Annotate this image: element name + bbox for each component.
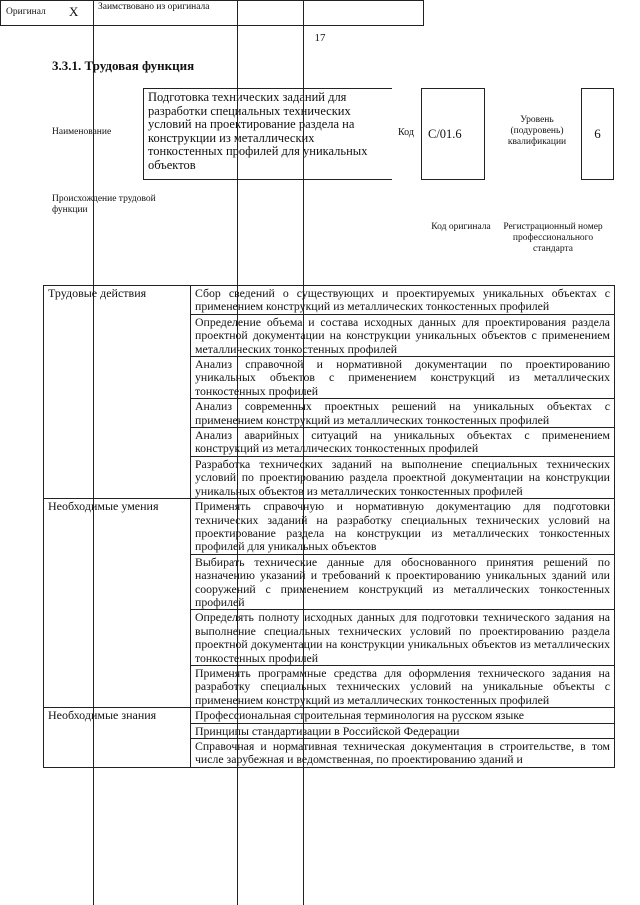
table-cell: Сбор сведений о существующих и проектируемых уникальных объектах с применением конструкций из металлических тонкостенных профилей (191, 286, 615, 315)
table-cell: Применять справочную и нормативную документацию для подготовки технических заданий на разработку специальных технических условий на проектирование раздела на конструкции из металлических тонкостенных профилей для уникальных объектов (191, 499, 615, 555)
table-cell: Выбирать технические данные для обоснованного принятия решений по назначению указаний и требований к проектированию уникальных зданий или сооружений с применением конструкций из металлических тонкостенных профилей (191, 554, 615, 610)
table-row (44, 499, 615, 555)
original-mark: X (69, 4, 79, 19)
table-cell: Анализ современных проектных решений на уникальных объектах с применением конструкций из металлических тонкостенных профилей (191, 399, 615, 428)
table-row (44, 708, 615, 723)
reg-number-label: Регистрационный номер профессионального стандарта (503, 222, 603, 254)
origin-row (0, 0, 424, 26)
origin-label: Происхождение трудовой функции (52, 194, 156, 215)
table-cell: Применять программные средства для оформления технического задания на разработку специальных технических условий на уникальные объекты с применением конструкций из металлических тонкостенных профилей (191, 665, 615, 707)
table-row (44, 286, 615, 315)
category-cell: Необходимые умения (44, 499, 191, 708)
category-cell: Трудовые действия (44, 286, 191, 499)
function-name: Подготовка технических заданий для разработки специальных технических условий на проектирование раздела на конструкции из металлических тонкостенных профилей для уникальных объектов (143, 88, 393, 180)
original-label: Оригинал (6, 7, 46, 17)
level-label: Уровень (подуровень) квалификации (507, 115, 567, 147)
table-cell: Определять полноту исходных данных для подготовки технического задания на выполнение специальных технических условий по проектированию раздела проектной документации на конструкции уникальных объектов из металлических тонкостенных профилей (191, 610, 615, 666)
table-cell: Разработка технических заданий на выполнение специальных технических условий по проектированию раздела проектной документации на конструкции уникальных объектов из металлических тонкостенных профилей (191, 456, 615, 498)
name-label: Наименование (52, 127, 112, 137)
table-cell: Определение объема и состава исходных данных для проектирования раздела проектной документации на конструкции уникальных объектов с применением металлических тонкостенных профилей (191, 314, 615, 356)
code-label: Код (398, 127, 414, 138)
table-cell: Профессиональная строительная терминология на русском языке (191, 708, 615, 723)
qualification-level: 6 (581, 88, 614, 180)
borrowed-label: Заимствовано из оригинала (98, 2, 210, 12)
table-cell: Анализ справочной и нормативной документации по проектированию уникальных объектов с применением конструкций из металлических тонкостенных профилей (191, 357, 615, 399)
table-cell: Принципы стандартизации в Российской Федерации (191, 723, 615, 738)
code-original-label: Код оригинала (431, 222, 491, 232)
table-cell: Анализ аварийных ситуаций на уникальных объектах с применением конструкций из металлических тонкостенных профилей (191, 428, 615, 457)
labor-function-table (43, 285, 615, 768)
category-cell: Необходимые знания (44, 708, 191, 768)
function-code: С/01.6 (421, 88, 485, 180)
table-cell: Справочная и нормативная техническая документация в строительстве, в том числе зарубежная и ведомственная, по проектированию зданий и (191, 739, 615, 768)
section-title: 3.3.1. Трудовая функция (52, 58, 195, 73)
page-number: 17 (314, 32, 326, 44)
